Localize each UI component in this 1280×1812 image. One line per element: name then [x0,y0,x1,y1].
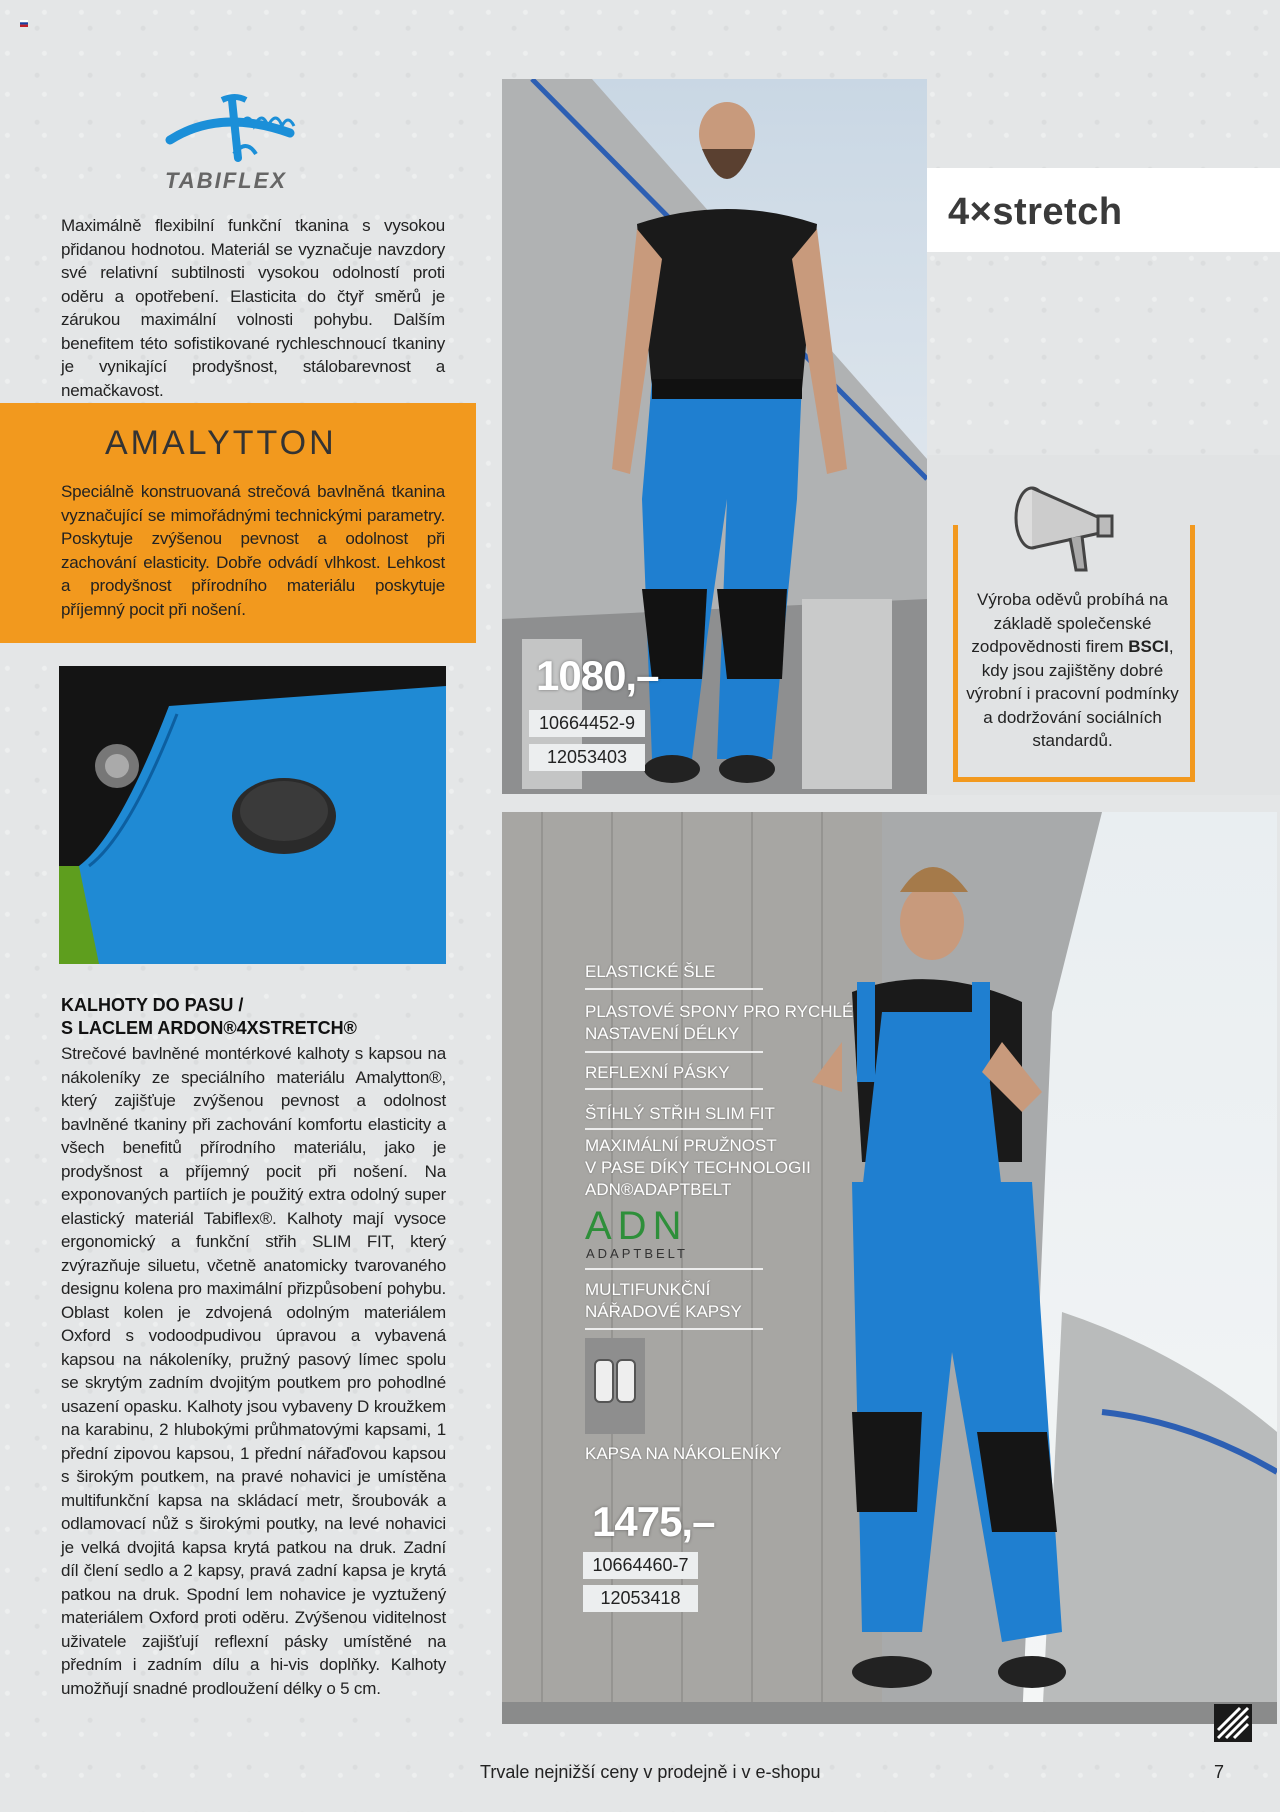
feature-slim-fit: ŠTÍHLÝ STŘIH SLIM FIT [585,1104,775,1123]
detail-photo-snap-button [59,666,446,964]
tabiflex-description: Maximálně flexibilní funkční tkanina s vysokou přidanou hodnotou. Materiál se vyznačuje navzdory své relativní subtilnosti vysokou odolností proti oděru a opotřebení. Elasticita do čtyř směrů je zárukou maximální volnosti pohybu. Dalším benefitem této sofistikované rychleschnoucí tkaniny je vynikající prodyšnost, stálobarevnost a nemačkavost. [61,216,445,400]
feature-plastic-buckles-line2: NASTAVENÍ DÉLKY [585,1024,740,1043]
feature-plastic-buckles-line1: PLASTOVÉ SPONY PRO RYCHLÉ [585,1002,854,1021]
page-number: 7 [1214,1762,1225,1782]
feature-divider [585,1051,763,1053]
brand-corner-icon [1214,1704,1252,1742]
adn-logo-subtext: ADAPTBELT [586,1246,688,1261]
price-trousers: 1080,– [536,652,659,699]
product-title-line1: KALHOTY DO PASU / [61,995,244,1015]
code-trousers-2: 12053403 [529,744,645,771]
product-title-line2: S LACLEM ARDON®4XSTRETCH® [61,1018,357,1038]
bsci-text-after: , kdy jsou zajištěny dobré výrobní i pracovní podmínky a dodržování sociálních standardů. [966,637,1179,750]
feature-waist-flexibility-line2: V PASE DÍKY TECHNOLOGII [585,1158,811,1177]
product-description: Strečové bavlněné montérkové kalhoty s kapsou na nákoleníky ze speciálního materiálu Amalytton®, který zajišťuje zvýšenou pevnost a odolnost bavlněné tkaniny při zachování komfortu elasticity a všech benefitů přírodního materiálu, jako je prodyšnost a příjemný pocit při nošení. Na exponovaných partiích je použitý extra odolný super elastický materiál Tabiflex®. Kalhoty mají vysoce ergonomický a funkční střih SLIM FIT, který zvýrazňuje siluetu, včetně anatomicky tvarovaného designu kolena pro maximální přizpůsobení pohybu. Oblast kolen je zdvojená odolným materiálem Oxford s vodoodpudivou úpravou a vybavená kapsou na nákoleníky, pružný pasový límec spolu se skrytým zadním dvojitým poutkem pro pohodlné usazení opasku. Kalhoty jsou vybaveny D kroužkem na karabinu, 2 hlubokými průhmatovými kapsami, 1 přední zipovou kapsou, 1 přední nářaďovou kapsou s širokým poutkem, na pravé nohavici je umístěna multifunkční kapsa na skládací metr, šroubovák a odlamovací nůž s širokými poutky, na levé nohavici je velká dvojitá kapsa krytá patkou na druk. Zadní díl člení sedlo a 2 kapsy, pravá zadní kapsa je krytá patkou na druk. Spodní lem nohavice je vyztužený materiálem Oxford proti oděru. Zvýšenou viditelnost uživatele zajišťují reflexní pásky umístěné na předním i zadním dílu a hi-vis doplňky. Kalhoty umožňují snadné prodloužení délky o 5 cm. [61,1044,446,1698]
feature-plastic-buckles [585,1001,853,1045]
footer-slogan: Trvale nejnižší ceny v prodejně i v e-shopu [480,1762,821,1782]
tabiflex-logo-text: TABIFLEX [165,168,287,193]
product-title [61,994,446,1040]
feature-elastic-straps: ELASTICKÉ ŠLE [585,962,716,981]
code-trousers-1: 10664452-9 [529,710,645,737]
feature-kneepad-pocket: KAPSA NA NÁKOLENÍKY [585,1444,782,1463]
amalytton-description: Speciálně konstruovaná strečová bavlněná tkanina vyznačující se mimořádnými technickými parametry. Poskytuje zvýšenou pevnost a odolnost při zachování elasticity. Dobře odvádí vlhkost. Lehkost a prodyšnost přírodního materiálu poskytuje příjemný pocit při nošení. [61,482,445,619]
feature-tool-pockets-line2: NÁŘADOVÉ KAPSY [585,1302,742,1321]
feature-waist-flexibility-line3: ADN®ADAPTBELT [585,1180,732,1199]
feature-tool-pockets [585,1279,742,1323]
stretch-logo-text: 4×stretch [948,191,1123,233]
bsci-text-before: Výroba oděvů probíhá na základě společenské zodpovědnosti firem [971,590,1168,656]
feature-divider [585,988,763,990]
code-overalls-2: 12053418 [583,1585,698,1612]
bsci-bold: BSCI [1128,637,1169,656]
code-overalls-1: 10664460-7 [583,1552,698,1579]
feature-waist-flexibility-line1: MAXIMÁLNÍ PRUŽNOST [585,1136,777,1155]
feature-divider [585,1128,763,1130]
adn-logo-text: ADN [585,1204,688,1248]
feature-divider [585,1328,763,1330]
feature-tool-pockets-line1: MULTIFUNKČNÍ [585,1280,711,1299]
bsci-text [960,588,1185,753]
feature-waist-flexibility [585,1135,811,1201]
kneepad-icon [585,1338,645,1434]
amalytton-logo-text: AMALYTTON [105,424,337,462]
feature-reflective-tapes: REFLEXNÍ PÁSKY [585,1063,730,1082]
feature-divider [585,1088,763,1090]
price-overalls: 1475,– [592,1498,715,1545]
feature-divider [585,1268,763,1270]
flag-icon [20,20,28,27]
